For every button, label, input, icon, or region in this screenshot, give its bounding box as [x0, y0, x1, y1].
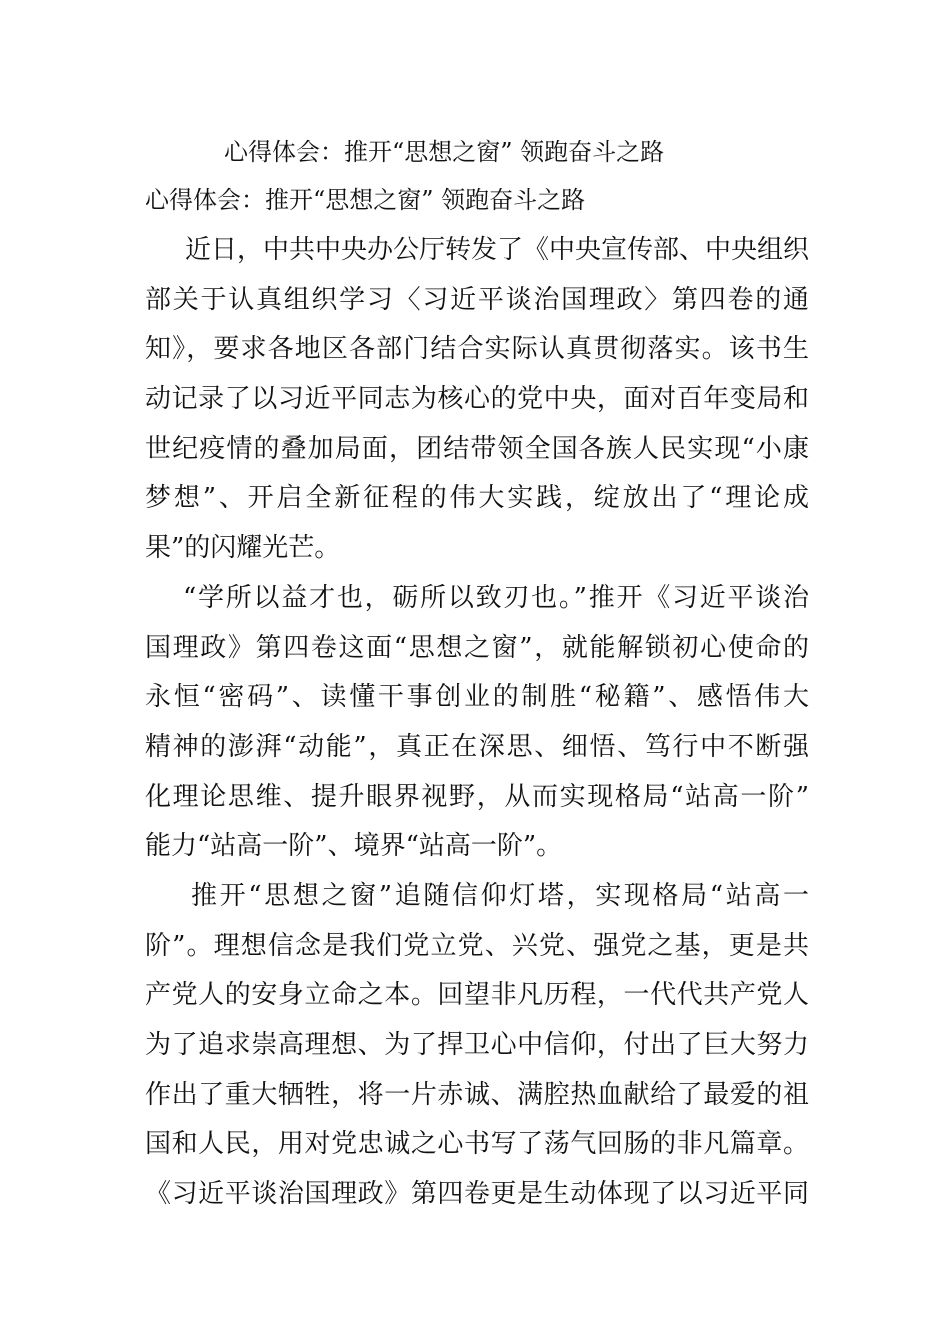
- paragraph-line: 果”的闪耀光芒。: [145, 533, 341, 564]
- paragraph-line: 推开“思想之窗”追随信仰灯塔，实现格局“站高一: [191, 880, 809, 911]
- paragraph-line: 阶”。理想信念是我们党立党、兴党、强党之基，更是共: [145, 930, 809, 961]
- paragraph-line: 为了追求崇高理想、为了捍卫心中信仰，付出了巨大努力: [145, 1030, 809, 1060]
- paragraph-line: 国和人民，用对党忠诚之心书写了荡气回肠的非凡篇章。: [145, 1129, 809, 1160]
- paragraph-2: [145, 574, 809, 872]
- document-body: [145, 226, 809, 1220]
- document-subtitle: 心得体会：推开“思想之窗” 领跑奋斗之路: [145, 186, 586, 214]
- paragraph-line: 化理论思维、提升眼界视野，从而实现格局“站高一阶”: [145, 781, 809, 812]
- paragraph-line: 动记录了以习近平同志为核心的党中央，面对百年变局和: [145, 384, 809, 415]
- paragraph-line: 部关于认真组织学习〈习近平谈治国理政〉第四卷的通: [145, 284, 809, 315]
- paragraph-line: “学所以益才也，砺所以致刃也。”推开《习近平谈治: [183, 582, 809, 613]
- paragraph-line: 精神的澎湃“动能”，真正在深思、细悟、笃行中不断强: [145, 731, 809, 762]
- paragraph-line: 梦想”、开启全新征程的伟大实践，绽放出了“理论成: [145, 483, 809, 514]
- paragraph-line: 国理政》第四卷这面“思想之窗”，就能解锁初心使命的: [145, 632, 809, 663]
- paragraph-line: 知》，要求各地区各部门结合实际认真贯彻落实。该书生: [145, 334, 809, 365]
- paragraph-1: [145, 226, 809, 574]
- paragraph-line: 能力“站高一阶”、境界“站高一阶”。: [145, 831, 563, 862]
- paragraph-line: 永恒“密码”、读懂干事创业的制胜“秘籍”、感悟伟大: [145, 682, 809, 713]
- paragraph-line: 产党人的安身立命之本。回望非凡历程，一代代共产党人: [145, 980, 809, 1011]
- paragraph-line: 《习近平谈治国理政》第四卷更是生动体现了以习近平同: [145, 1179, 809, 1210]
- paragraph-3: [145, 872, 809, 1220]
- paragraph-line: 世纪疫情的叠加局面，团结带领全国各族人民实现“小康: [145, 433, 809, 464]
- document-title: 心得体会：推开“思想之窗” 领跑奋斗之路: [224, 138, 665, 166]
- paragraph-line: 近日，中共中央办公厅转发了《中央宣传部、中央组织: [185, 235, 810, 265]
- paragraph-line: 作出了重大牺牲，将一片赤诚、满腔热血献给了最爱的祖: [145, 1079, 809, 1110]
